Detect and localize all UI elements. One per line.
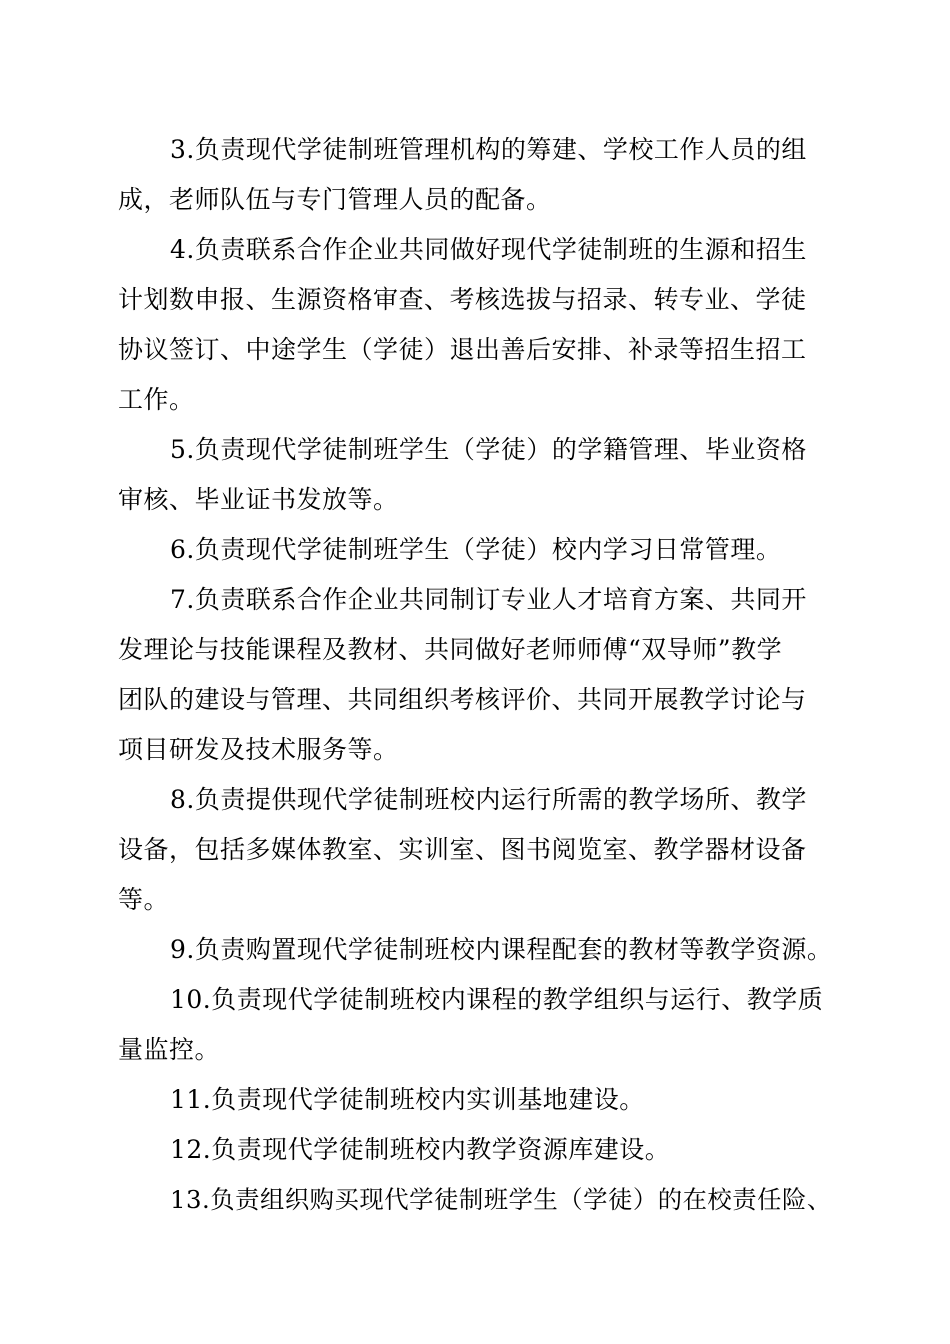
paragraph-10-line-2: 量监控。: [118, 1035, 221, 1064]
paragraph-3-line-2: 成，老师队伍与专门管理人员的配备。: [118, 185, 552, 214]
paragraph-5-line-2: 审核、毕业证书发放等。: [118, 485, 399, 514]
paragraph-8-line-1: 8.负责提供现代学徒制班校内运行所需的教学场所、教学: [170, 785, 807, 814]
paragraph-10-line-1: 10.负责现代学徒制班校内课程的教学组织与运行、教学质: [170, 985, 824, 1014]
paragraph-7-line-4: 项目研发及技术服务等。: [118, 735, 399, 764]
paragraph-7-line-3: 团队的建设与管理、共同组织考核评价、共同开展教学讨论与: [118, 685, 807, 714]
paragraph-8-line-2: 设备，包括多媒体教室、实训室、图书阅览室、教学器材设备: [118, 835, 807, 864]
paragraph-4-line-4: 工作。: [118, 385, 195, 414]
paragraph-3-line-1: 3.负责现代学徒制班管理机构的筹建、学校工作人员的组: [170, 135, 807, 164]
paragraph-8-line-3: 等。: [118, 885, 170, 914]
paragraph-11-line-1: 11.负责现代学徒制班校内实训基地建设。: [170, 1085, 645, 1114]
paragraph-5-line-1: 5.负责现代学徒制班学生（学徒）的学籍管理、毕业资格: [170, 435, 807, 464]
paragraph-13-line-1: 13.负责组织购买现代学徒制班学生（学徒）的在校责任险、: [170, 1185, 832, 1214]
paragraph-4-line-1: 4.负责联系合作企业共同做好现代学徒制班的生源和招生: [170, 235, 807, 264]
paragraph-12-line-1: 12.负责现代学徒制班校内教学资源库建设。: [170, 1135, 671, 1164]
paragraph-4-line-2: 计划数申报、生源资格审查、考核选拔与招录、转专业、学徒: [118, 285, 807, 314]
paragraph-4-line-3: 协议签订、中途学生（学徒）退出善后安排、补录等招生招工: [118, 335, 807, 364]
paragraph-7-line-1: 7.负责联系合作企业共同制订专业人才培育方案、共同开: [170, 585, 807, 614]
paragraph-6-line-1: 6.负责现代学徒制班学生（学徒）校内学习日常管理。: [170, 535, 782, 564]
paragraph-7-line-2: 发理论与技能课程及教材、共同做好老师师傅“双导师”教学: [118, 635, 783, 664]
paragraph-9-line-1: 9.负责购置现代学徒制班校内课程配套的教材等教学资源。: [170, 935, 833, 964]
